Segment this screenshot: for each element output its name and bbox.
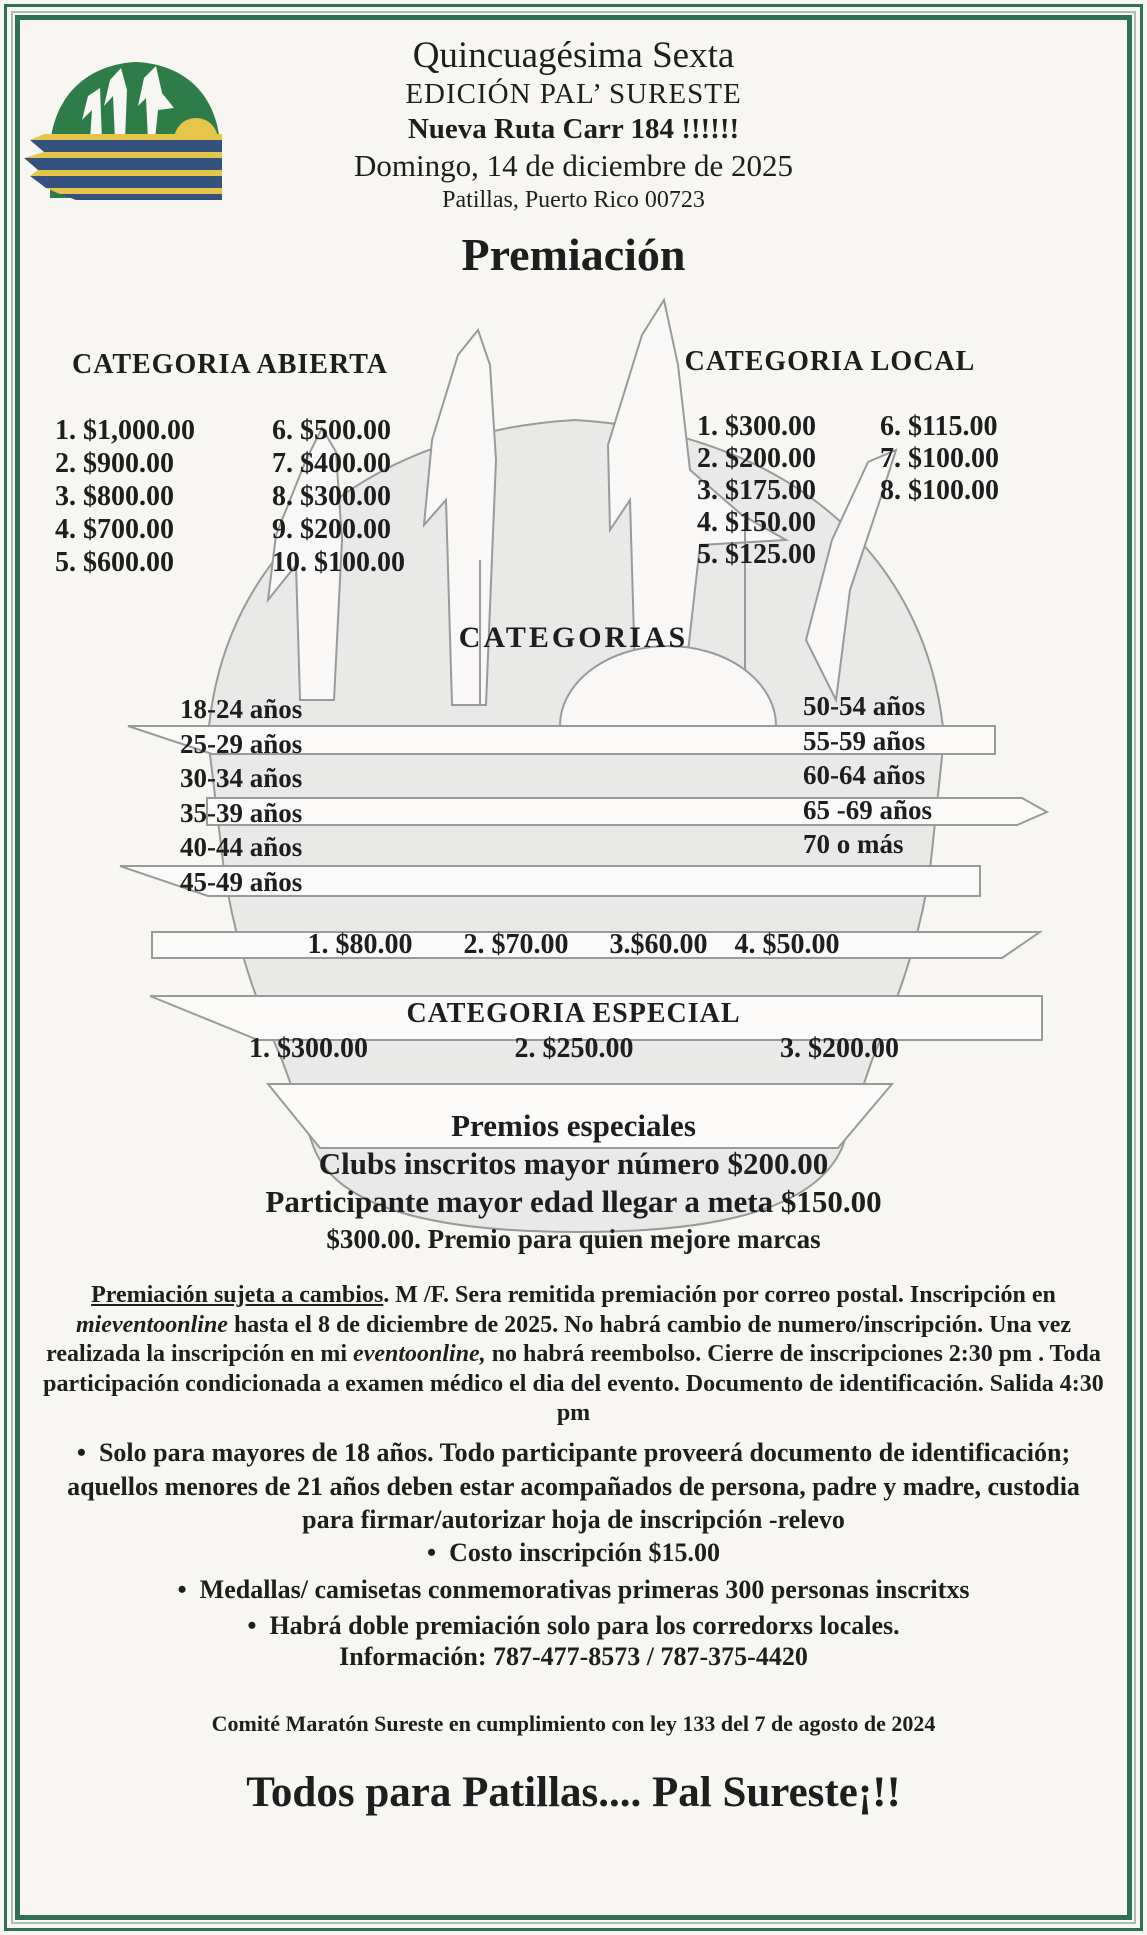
categoria-especial-title: CATEGORIA ESPECIAL: [406, 998, 741, 1029]
rules-paragraph: [30, 1281, 1117, 1429]
age-group: 65 -69 años: [803, 794, 933, 825]
age-group: 25-29 años: [180, 728, 303, 759]
age-group: 70 o más: [803, 829, 904, 859]
age-group: 50-54 años: [803, 691, 926, 721]
age-group: 35-39 años: [180, 797, 303, 828]
abierta-prizes-col2: [272, 414, 405, 579]
prize-item: 8. $300.00: [272, 481, 391, 512]
age-group: 60-64 años: [803, 760, 926, 790]
age-groups-right: [803, 689, 932, 862]
rules-italic: eventoonline,: [353, 1341, 486, 1367]
prize-item: 7. $100.00: [880, 443, 999, 474]
rules-italic: mieventoonline: [75, 1311, 228, 1338]
bullet-text: Costo inscripción $15.00: [449, 1538, 720, 1567]
age-group: 45-49 años: [180, 866, 303, 897]
rules-underlined: Premiación sujeta a cambios: [91, 1282, 384, 1308]
prize-item: 6. $500.00: [272, 415, 391, 446]
prize-item: 7. $400.00: [272, 448, 391, 479]
edition-title: Quincuagésima Sexta: [412, 35, 735, 76]
bullet-icon: •: [177, 1575, 187, 1604]
comite-line: Comité Maratón Sureste en cumplimiento con ley 133 del 7 de agosto de 2024: [211, 1711, 936, 1736]
premio-mayor-edad: Participante mayor edad llegar a meta $150.00: [265, 1184, 882, 1219]
bullet-item: [0, 1609, 1147, 1643]
rules-text: hasta el 8 de diciembre de 2025. No habrá cambio de numero/inscripción. Una vez realizada la inscripción en mi: [46, 1311, 1072, 1367]
bullet-icon: •: [76, 1438, 86, 1467]
prize-item: 2. $200.00: [697, 443, 816, 474]
categoria-local-title: CATEGORIA LOCAL: [684, 346, 976, 377]
prize-item: 2. $250.00: [514, 1033, 634, 1064]
bullet-item: [0, 1536, 1147, 1570]
rules-text: . M /F. Sera remitida premiación por correo postal. Inscripción en: [383, 1282, 1056, 1308]
prize-item: 1. $300.00: [697, 411, 816, 442]
prize-item: 3. $200.00: [780, 1033, 899, 1064]
prize-item: 3. $800.00: [55, 481, 174, 512]
page-title: Premiación: [461, 229, 686, 280]
event-location: Patillas, Puerto Rico 00723: [442, 187, 705, 213]
prize-item: 9. $200.00: [272, 514, 391, 545]
prize-item: 8. $100.00: [880, 475, 999, 506]
abierta-prizes-col1: [55, 414, 195, 579]
especial-prizes-row: [249, 1033, 899, 1065]
bullet-icon: •: [427, 1538, 437, 1567]
prize-item: 1. $80.00: [307, 929, 413, 960]
prize-item: 1. $300.00: [249, 1033, 368, 1064]
prize-item: 1. $1,000.00: [55, 415, 195, 446]
prize-item: 4. $700.00: [55, 514, 174, 545]
age-prizes-row: [0, 929, 1147, 961]
premios-especiales-title: Premios especiales: [451, 1108, 696, 1143]
header: [0, 34, 1147, 215]
age-group: 30-34 años: [180, 763, 303, 793]
age-groups-left: [180, 692, 302, 899]
prize-item: 4. $150.00: [697, 507, 816, 538]
bullet-icon: •: [247, 1611, 257, 1640]
age-group: 40-44 años: [180, 832, 303, 862]
bullet-text: Solo para mayores de 18 años. Todo participante proveerá documento de identificación; aquellos menores de 21 años deben estar acompañados de persona, padre y madre, custodia para firmar/autorizar hoja de inscripción -relevo: [67, 1438, 1080, 1534]
premio-clubs: Clubs inscritos mayor número $200.00: [318, 1146, 829, 1181]
prize-item: 3. $175.00: [697, 475, 816, 506]
local-prizes-col1: [697, 411, 816, 571]
edition-subtitle: EDICIÓN PAL’ SURESTE: [405, 78, 742, 110]
prize-item: 6. $115.00: [880, 411, 998, 442]
prize-item: 2. $70.00: [463, 929, 569, 960]
bullet-text: Medallas/ camisetas conmemorativas primeras 300 personas inscritxs: [199, 1575, 970, 1604]
bullet-item: [45, 1436, 1102, 1537]
local-prizes-col2: [880, 411, 999, 507]
prize-item: 2. $900.00: [55, 448, 174, 479]
age-group: 18-24 años: [180, 694, 303, 724]
rules-text: no habrá reembolso. Cierre de inscripciones 2:30 pm . Toda participación condicionada a examen médico el dia del evento. Documento de identificación. Salida 4:30 pm: [43, 1341, 1104, 1426]
prize-item: 5. $125.00: [697, 539, 816, 570]
bullet-text: Habrá doble premiación solo para los corredorxs locales.: [269, 1611, 900, 1640]
event-date: Domingo, 14 de diciembre de 2025: [353, 148, 794, 183]
prize-item: 4. $50.00: [734, 929, 840, 960]
contact-info: Información: 787-477-8573 / 787-375-4420: [339, 1642, 808, 1671]
prize-item: 5. $600.00: [55, 547, 174, 578]
age-group: 55-59 años: [803, 725, 926, 756]
prize-item: 3.$60.00: [609, 929, 708, 960]
prize-item: 10. $100.00: [272, 547, 405, 578]
slogan: Todos para Patillas.... Pal Sureste¡!!: [246, 1769, 901, 1816]
categorias-title: CATEGORIAS: [458, 621, 689, 654]
premio-mejore-marcas: $300.00. Premio para quien mejore marcas: [326, 1224, 821, 1254]
route-line: Nueva Ruta Carr 184 !!!!!!: [407, 113, 740, 145]
bullet-item: [0, 1573, 1147, 1607]
categoria-abierta-title: CATEGORIA ABIERTA: [71, 349, 389, 380]
